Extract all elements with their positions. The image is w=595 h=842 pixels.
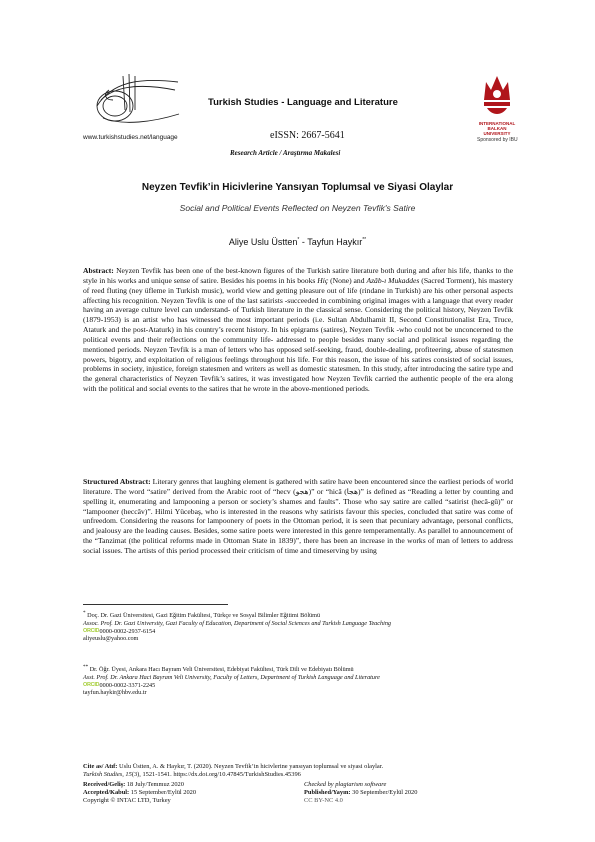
orcid-icon: ORCID: [83, 627, 100, 634]
eissn: eISSN: 2667-5641: [270, 130, 345, 141]
abstract-text-1: Neyzen Tevfik has been one of the best-known figures of the Turkish satire literature both during and after his life, thanks to the style in his works and unique sense of satire. Besides his poems in his books: [83, 266, 513, 285]
book-title-hic: Hiç: [317, 275, 329, 285]
abstract-text-2: (None) and: [328, 275, 367, 285]
author-2-footnote-mark: **: [362, 237, 367, 243]
plagiarism-check: Checked by plagiarism software: [304, 781, 387, 788]
crown-emblem-icon: [482, 72, 512, 116]
footnote-1-email[interactable]: aliyeuslu@yahoo.com: [83, 635, 139, 643]
university-name-line3: UNIVERSITY: [483, 131, 511, 136]
footnote-author-1: [83, 610, 513, 643]
copyright: Copyright © INTAC LTD, Turkey: [83, 797, 171, 804]
author-2: Tayfun Haykır: [307, 237, 363, 247]
received-value: 18 July/Temmuz 2020: [125, 781, 184, 788]
sponsor-note: Sponsored by IBU: [477, 137, 518, 143]
article-title-turkish: Neyzen Tevfik’in Hicivlerine Yansıyan Toplumsal ve Siyasi Olaylar: [141, 182, 454, 193]
accepted-label: Accepted/Kabul:: [83, 789, 130, 796]
university-name-line2: BALKAN: [487, 126, 507, 131]
author-1-footnote-mark: *: [297, 237, 300, 243]
footnote-1-orcid[interactable]: 0000-0002-2937-6154: [99, 627, 156, 635]
citation-doi[interactable]: (3), 1521-1541. https://dx.doi.org/10.47845/TurkishStudies.45396: [131, 770, 301, 778]
university-logo: [477, 72, 517, 152]
footnote-1-mark: *: [83, 610, 86, 616]
received-label: Received/Geliş:: [83, 781, 126, 788]
abstract-text-3: (Sacred Torment), his mastery of reed fluting (ney üfleme in Turkish music), world view and getting pleasure out of life (rindane in Turkish) are his other personal aspects affecting his recognition. Neyzen Tevfik is one of the last satirists -succeeded in combining original images with a language that every reader having an average culture level can understand- of Turkish literature in the classical sense. Considering the political history, Neyzen Tevfik (1879-1953) is an artist who has witnessed the most important periods (i.e. Sultan Abdulhamit II, Second Constitutionalist Era, Truce, Ataturk and the post-Ataturk) in his country’s recent history. In his epigrams (satires), Neyzen Tevfik -who could not be unconcerned to the political events and their reflections on the community life- addressed to people besides many social and political issues regarding the mentioned periods. Neyzen Tevfik is a man of letters who has opposed self-seeking, fraud, double-dealing, profiteering, abuse of statesmen powers, bigotry, and exploitation of religious feelings throughout his life. For this reason, the issue of his satires consisted of social issues, problems in society, injustice, foreign statesmen and writers as well as domestic statesmen. In this study, after introducing the satire type and the general characteristics of Neyzen Tevfik’s satires, it was investigated how Neyzen Tevfik carried the authentic people of the era along with the political and social events to the satires that he wrote in the above-mentioned periods.: [83, 275, 514, 394]
footnote-1-affiliation-en: Assoc. Prof. Dr. Gazi University, Gazi Faculty of Education, Department of Social Sciences and Turkish Language Teaching: [83, 619, 392, 627]
footnote-2-email[interactable]: tayfun.haykir@hbv.edu.tr: [83, 689, 147, 697]
citation-block: [83, 763, 513, 779]
accepted-date: [83, 789, 196, 797]
journal-title: Turkish Studies - Language and Literature: [208, 97, 398, 108]
footnote-2-orcid[interactable]: 0000-0002-3371-2245: [99, 681, 156, 689]
footnote-2-affiliation-tr: Dr. Öğr. Üyesi, Ankara Hacı Bayram Veli Üniversitesi, Edebiyat Fakültesi, Türk Dili ve Edebiyatı Bölümü: [88, 666, 354, 674]
structured-abstract-paragraph: [83, 477, 513, 556]
footnote-author-2: [83, 664, 513, 697]
footnote-divider: [83, 604, 228, 605]
citation-journal: Turkish Studies, 15: [83, 770, 132, 778]
license[interactable]: CC BY-NC 4.0: [304, 797, 343, 804]
book-title-azab: Azâb-ı Mukaddes: [366, 275, 420, 285]
author-separator: -: [299, 237, 308, 247]
citation-text: Uslu Üstten, A. & Haykır, T. (2020). Neyzen Tevfik’in hicivlerine yansıyan toplumsal ve siyasi olaylar.: [117, 763, 384, 770]
footnote-1-affiliation-tr: Doç. Dr. Gazi Üniversitesi, Gazi Eğitim Fakültesi, Türkçe ve Sosyal Bilimler Eğitimi Bölümü: [85, 612, 321, 620]
author-line: [0, 237, 595, 247]
journal-website-url[interactable]: www.turkishstudies.net/language: [83, 134, 178, 141]
published-label: Published/Yayın:: [304, 789, 351, 796]
footnote-2-mark: **: [83, 664, 89, 670]
abstract-paragraph: [83, 266, 513, 394]
article-type: Research Article / Araştırma Makalesi: [230, 149, 341, 157]
structured-abstract-label: Structured Abstract:: [83, 477, 151, 486]
journal-tughra-logo: [83, 70, 193, 134]
abstract-label: Abstract:: [83, 266, 114, 275]
structured-abstract-text: Literary genres that laughing element is gathered with satire have been encountered since the earliest periods of world literature. The word “satire” derived from the Arabic root of “hecv (هجو)” or “hicâ (هجا)” is defined as “Reading a letter by counting and spelling it, enumerating and lampooning a person or society’s shames and faults”. Those who say satire are called “satirist (hecâ-gû)” or “lampooner (heccâv)”. Hilmi Yücebaş, who is interested in the reasons why satirists favour this species, concluded that satire was come of unfreedom. Considering the reasons for lampoonery of poets in the Ottoman period, it is seen that pecuniary advantage, personal conflicts, and jealousy are the leading causes. Besides, some satire poets were interested in this genre temperamentally. As parallel to announcement of the “Tanzimat (the political reforms made in Ottoman State in 1839)”, there has been an increase in the works of man of letters to address social issues. The artists of this period processed their criticism of time and timeserving by using: [83, 477, 513, 555]
footnote-2-affiliation-en: Asst. Prof. Dr. Ankara Haci Bayram Veli University, Faculty of Letters, Department of Turkish Language and Literature: [83, 673, 380, 681]
article-title-english: Social and Political Events Reflected on Neyzen Tevfik's Satire: [179, 203, 416, 213]
citation-label: Cite as/ Atıf:: [83, 763, 118, 770]
received-date: [83, 781, 184, 789]
published-date: [304, 789, 417, 797]
orcid-icon: ORCID: [83, 681, 100, 688]
published-value: 30 September/Eylül 2020: [350, 789, 418, 796]
author-1: Aliye Uslu Üstten: [228, 237, 298, 247]
accepted-value: 15 September/Eylül 2020: [129, 789, 197, 796]
university-name-line1: INTERNATIONAL: [478, 121, 516, 126]
